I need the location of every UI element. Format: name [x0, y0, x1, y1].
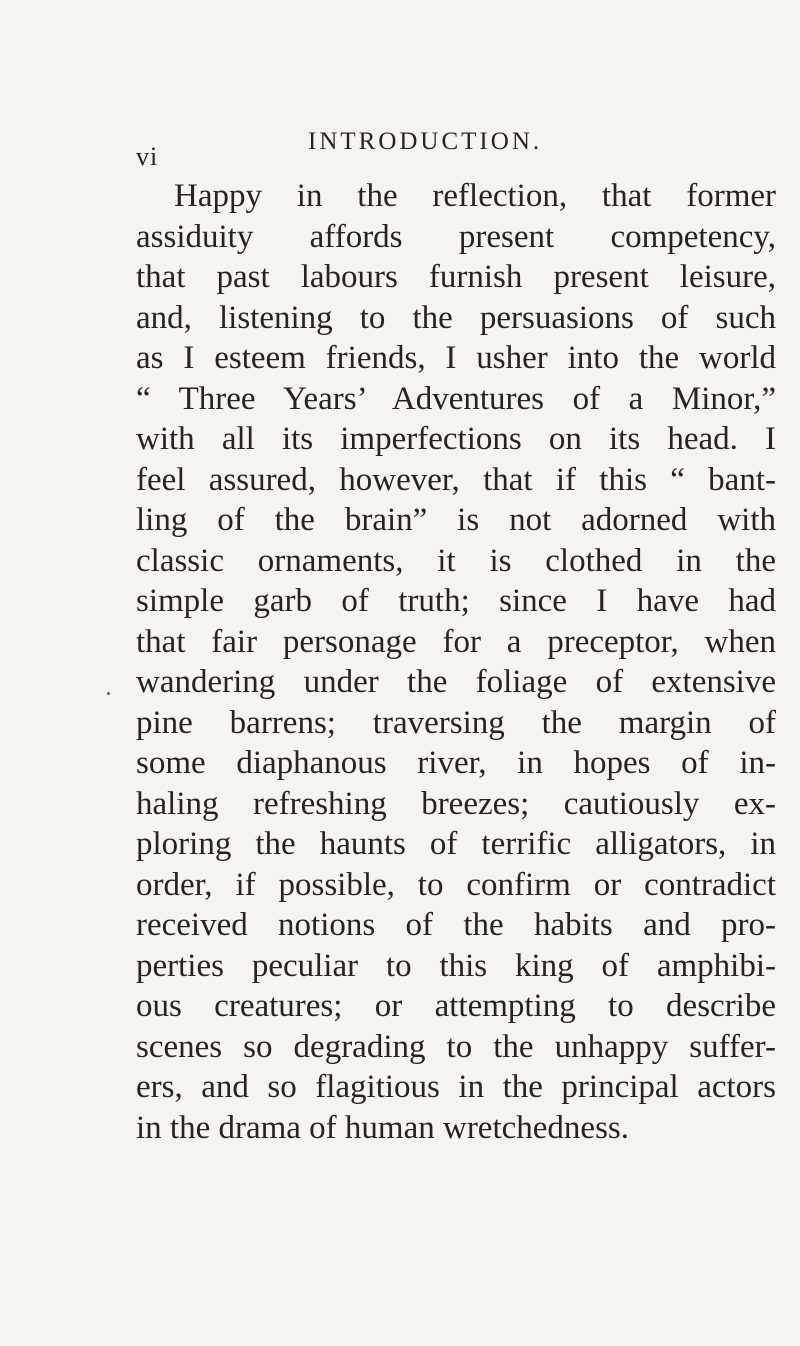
- page-number: vi: [136, 142, 159, 171]
- text-line: simple garb of truth; since I have had: [136, 583, 776, 619]
- running-head: INTRODUCTION.: [308, 128, 543, 155]
- text-line: ploring the haunts of terrific alligators, in: [136, 826, 776, 862]
- text-line: wandering under the foliage of extensive: [136, 664, 776, 700]
- text-line: ous creatures; or attempting to describe: [136, 988, 776, 1024]
- text-line: assiduity affords present competency,: [136, 218, 776, 255]
- text-line: as I esteem friends, I usher into the world: [136, 340, 776, 376]
- body-paragraph: [136, 176, 776, 1148]
- page-header: [136, 128, 656, 171]
- text-line: pine barrens; traversing the margin of: [136, 704, 776, 741]
- text-line: scenes so degrading to the unhappy suffer-: [136, 1028, 776, 1065]
- text-line: ers, and so flagitious in the principal actors: [136, 1069, 776, 1105]
- text-line: perties peculiar to this king of amphibi-: [136, 947, 776, 984]
- text-line: “ Three Years’ Adventures of a Minor,”: [136, 380, 776, 417]
- text-line: classic ornaments, it is clothed in the: [136, 542, 776, 579]
- text-line: and, listening to the persuasions of such: [136, 299, 776, 336]
- text-line: Happy in the reflection, that former: [174, 178, 776, 214]
- text-line: with all its imperfections on its head. I: [136, 421, 776, 457]
- text-line: haling refreshing breezes; cautiously ex-: [136, 785, 776, 822]
- ink-speck: [107, 692, 110, 695]
- text-line: feel assured, however, that if this “ bant-: [136, 461, 776, 498]
- text-line: some diaphanous river, in hopes of in-: [136, 745, 776, 781]
- text-line: that past labours furnish present leisure,: [136, 259, 776, 295]
- text-line: that fair personage for a preceptor, when: [136, 623, 776, 660]
- text-line: received notions of the habits and pro-: [136, 907, 776, 943]
- text-line: order, if possible, to confirm or contradict: [136, 866, 776, 903]
- text-line: in the drama of human wretchedness.: [136, 1109, 630, 1146]
- text-line: ling of the brain” is not adorned with: [136, 502, 776, 538]
